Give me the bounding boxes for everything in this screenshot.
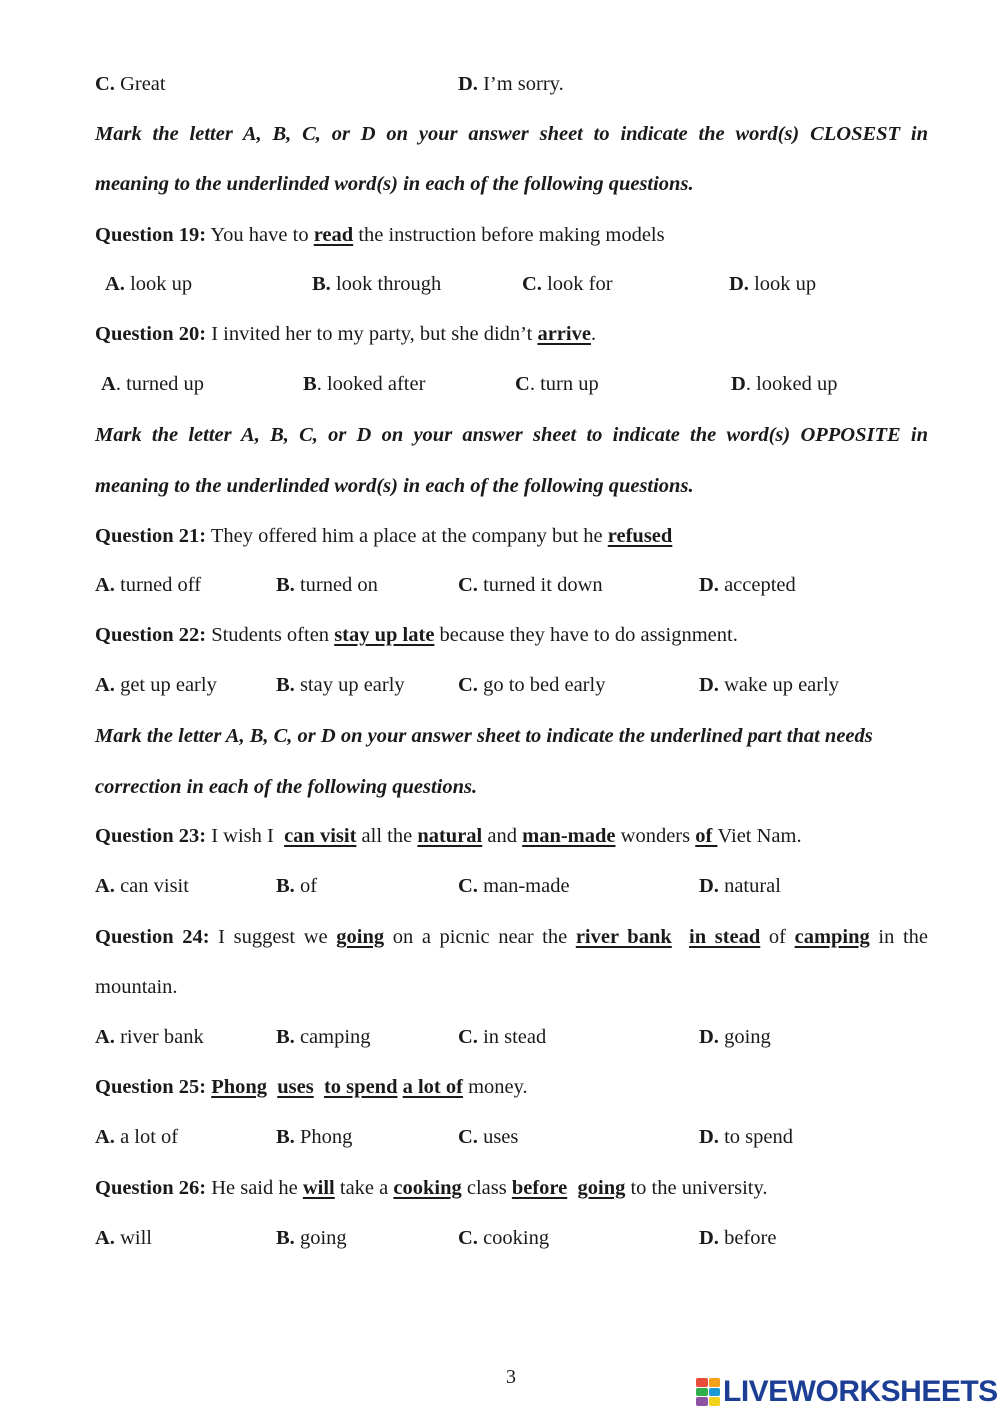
option-d[interactable]: D. I’m sorry.	[458, 73, 564, 95]
option-b[interactable]: B. going	[276, 1227, 347, 1249]
option-b[interactable]: B. turned on	[276, 574, 378, 596]
question-25: Question 25: Phong uses to spend a lot of money.	[95, 1076, 528, 1098]
option-a[interactable]: A. river bank	[95, 1026, 204, 1048]
underlined-word: of	[695, 825, 718, 847]
underlined-word: before	[511, 1177, 568, 1199]
underlined-word: read	[313, 224, 354, 246]
option-d[interactable]: D. going	[699, 1026, 771, 1048]
option-c[interactable]: C. in stead	[458, 1026, 547, 1048]
liveworksheets-logo	[696, 1375, 998, 1409]
underlined-word: going	[577, 1177, 626, 1199]
question-23: Question 23: I wish I can visit all the natural and man-made wonders of Viet Nam.	[95, 825, 802, 847]
question-label: Question 20:	[95, 323, 207, 345]
option-d[interactable]: D. looked up	[731, 373, 838, 395]
option-c[interactable]: C. go to bed early	[458, 674, 606, 696]
question-21: Question 21: They offered him a place at the company but he refused	[95, 525, 673, 547]
underlined-word: will	[302, 1177, 335, 1199]
underlined-word: in stead	[689, 926, 761, 948]
instruction-closest-line-2: meaning to the underlinded word(s) in each of the following questions.	[95, 173, 694, 195]
instruction-correction-line-1: Mark the letter A, B, C, or D on your answer sheet to indicate the underlined part that needs	[95, 725, 873, 747]
option-c[interactable]: C. man-made	[458, 875, 570, 897]
option-c[interactable]: C. uses	[458, 1126, 519, 1148]
option-d[interactable]: D. wake up early	[699, 674, 840, 696]
option-b[interactable]: B. of	[276, 875, 318, 897]
question-label: Question 23:	[95, 825, 207, 847]
option-a[interactable]: A. will	[95, 1227, 152, 1249]
liveworksheets-wordmark: LIVEWORKSHEETS	[723, 1375, 998, 1408]
instruction-correction-line-2: correction in each of the following questions.	[95, 776, 478, 798]
question-19: Question 19: You have to read the instruction before making models	[95, 224, 665, 246]
underlined-word: going	[336, 926, 385, 948]
question-label: Question 24:	[95, 926, 210, 948]
question-label: Question 22:	[95, 624, 207, 646]
underlined-word: stay up late	[334, 624, 435, 646]
question-label: Question 19:	[95, 224, 207, 246]
question-22: Question 22: Students often stay up late because they have to do assignment.	[95, 624, 738, 646]
option-b[interactable]: B. looked after	[303, 373, 426, 395]
option-d[interactable]: D. natural	[699, 875, 781, 897]
instruction-closest-line-1: Mark the letter A, B, C, or D on your answer sheet to indicate the word(s) CLOSEST in	[95, 123, 928, 145]
underlined-word: cooking	[393, 1177, 462, 1199]
option-a[interactable]: A. turned up	[101, 373, 205, 395]
option-c[interactable]: C. look for	[522, 273, 613, 295]
option-a[interactable]: A. turned off	[95, 574, 202, 596]
underlined-word: arrive	[537, 323, 591, 345]
option-c[interactable]: C. Great	[95, 73, 166, 95]
underlined-word: natural	[417, 825, 483, 847]
underlined-word: man-made	[522, 825, 616, 847]
page-number: 3	[506, 1366, 516, 1388]
option-c[interactable]: C. cooking	[458, 1227, 550, 1249]
underlined-word: can visit	[284, 825, 357, 847]
underlined-word: Phong	[211, 1076, 268, 1098]
question-26: Question 26: He said he will take a cooking class before going to the university.	[95, 1177, 768, 1199]
option-a[interactable]: A. look up	[105, 273, 193, 295]
option-c[interactable]: C. turn up	[515, 373, 599, 395]
underlined-word: refused	[607, 525, 673, 547]
question-label: Question 26:	[95, 1177, 207, 1199]
underlined-word: a lot of	[402, 1076, 463, 1098]
underlined-word: camping	[794, 926, 870, 948]
option-d[interactable]: D. accepted	[699, 574, 796, 596]
option-c[interactable]: C. turned it down	[458, 574, 603, 596]
options-row	[95, 70, 928, 98]
question-20: Question 20: I invited her to my party, but she didn’t arrive.	[95, 323, 597, 345]
question-24-continuation: mountain.	[95, 976, 178, 998]
option-b[interactable]: B. camping	[276, 1026, 371, 1048]
question-24: Question 24: I suggest we going on a picnic near the river bank in stead of camping in the	[95, 926, 929, 948]
option-b[interactable]: B. look through	[312, 273, 442, 295]
option-b[interactable]: B. Phong	[276, 1126, 353, 1148]
option-a[interactable]: A. a lot of	[95, 1126, 179, 1148]
option-a[interactable]: A. can visit	[95, 875, 189, 897]
option-d[interactable]: D. before	[699, 1227, 777, 1249]
instruction-opposite-line-1: Mark the letter A, B, C, or D on your answer sheet to indicate the word(s) OPPOSITE in	[95, 424, 928, 446]
question-label: Question 21:	[95, 525, 207, 547]
option-a[interactable]: A. get up early	[95, 674, 217, 696]
option-d[interactable]: D. to spend	[699, 1126, 793, 1148]
option-d[interactable]: D. look up	[729, 273, 817, 295]
question-label: Question 25:	[95, 1076, 207, 1098]
instruction-opposite-line-2: meaning to the underlinded word(s) in each of the following questions.	[95, 475, 694, 497]
underlined-word: uses	[277, 1076, 314, 1098]
option-b[interactable]: B. stay up early	[276, 674, 405, 696]
underlined-word: to spend	[323, 1076, 398, 1098]
liveworksheets-icon	[696, 1378, 720, 1406]
underlined-word: river bank	[575, 926, 672, 948]
